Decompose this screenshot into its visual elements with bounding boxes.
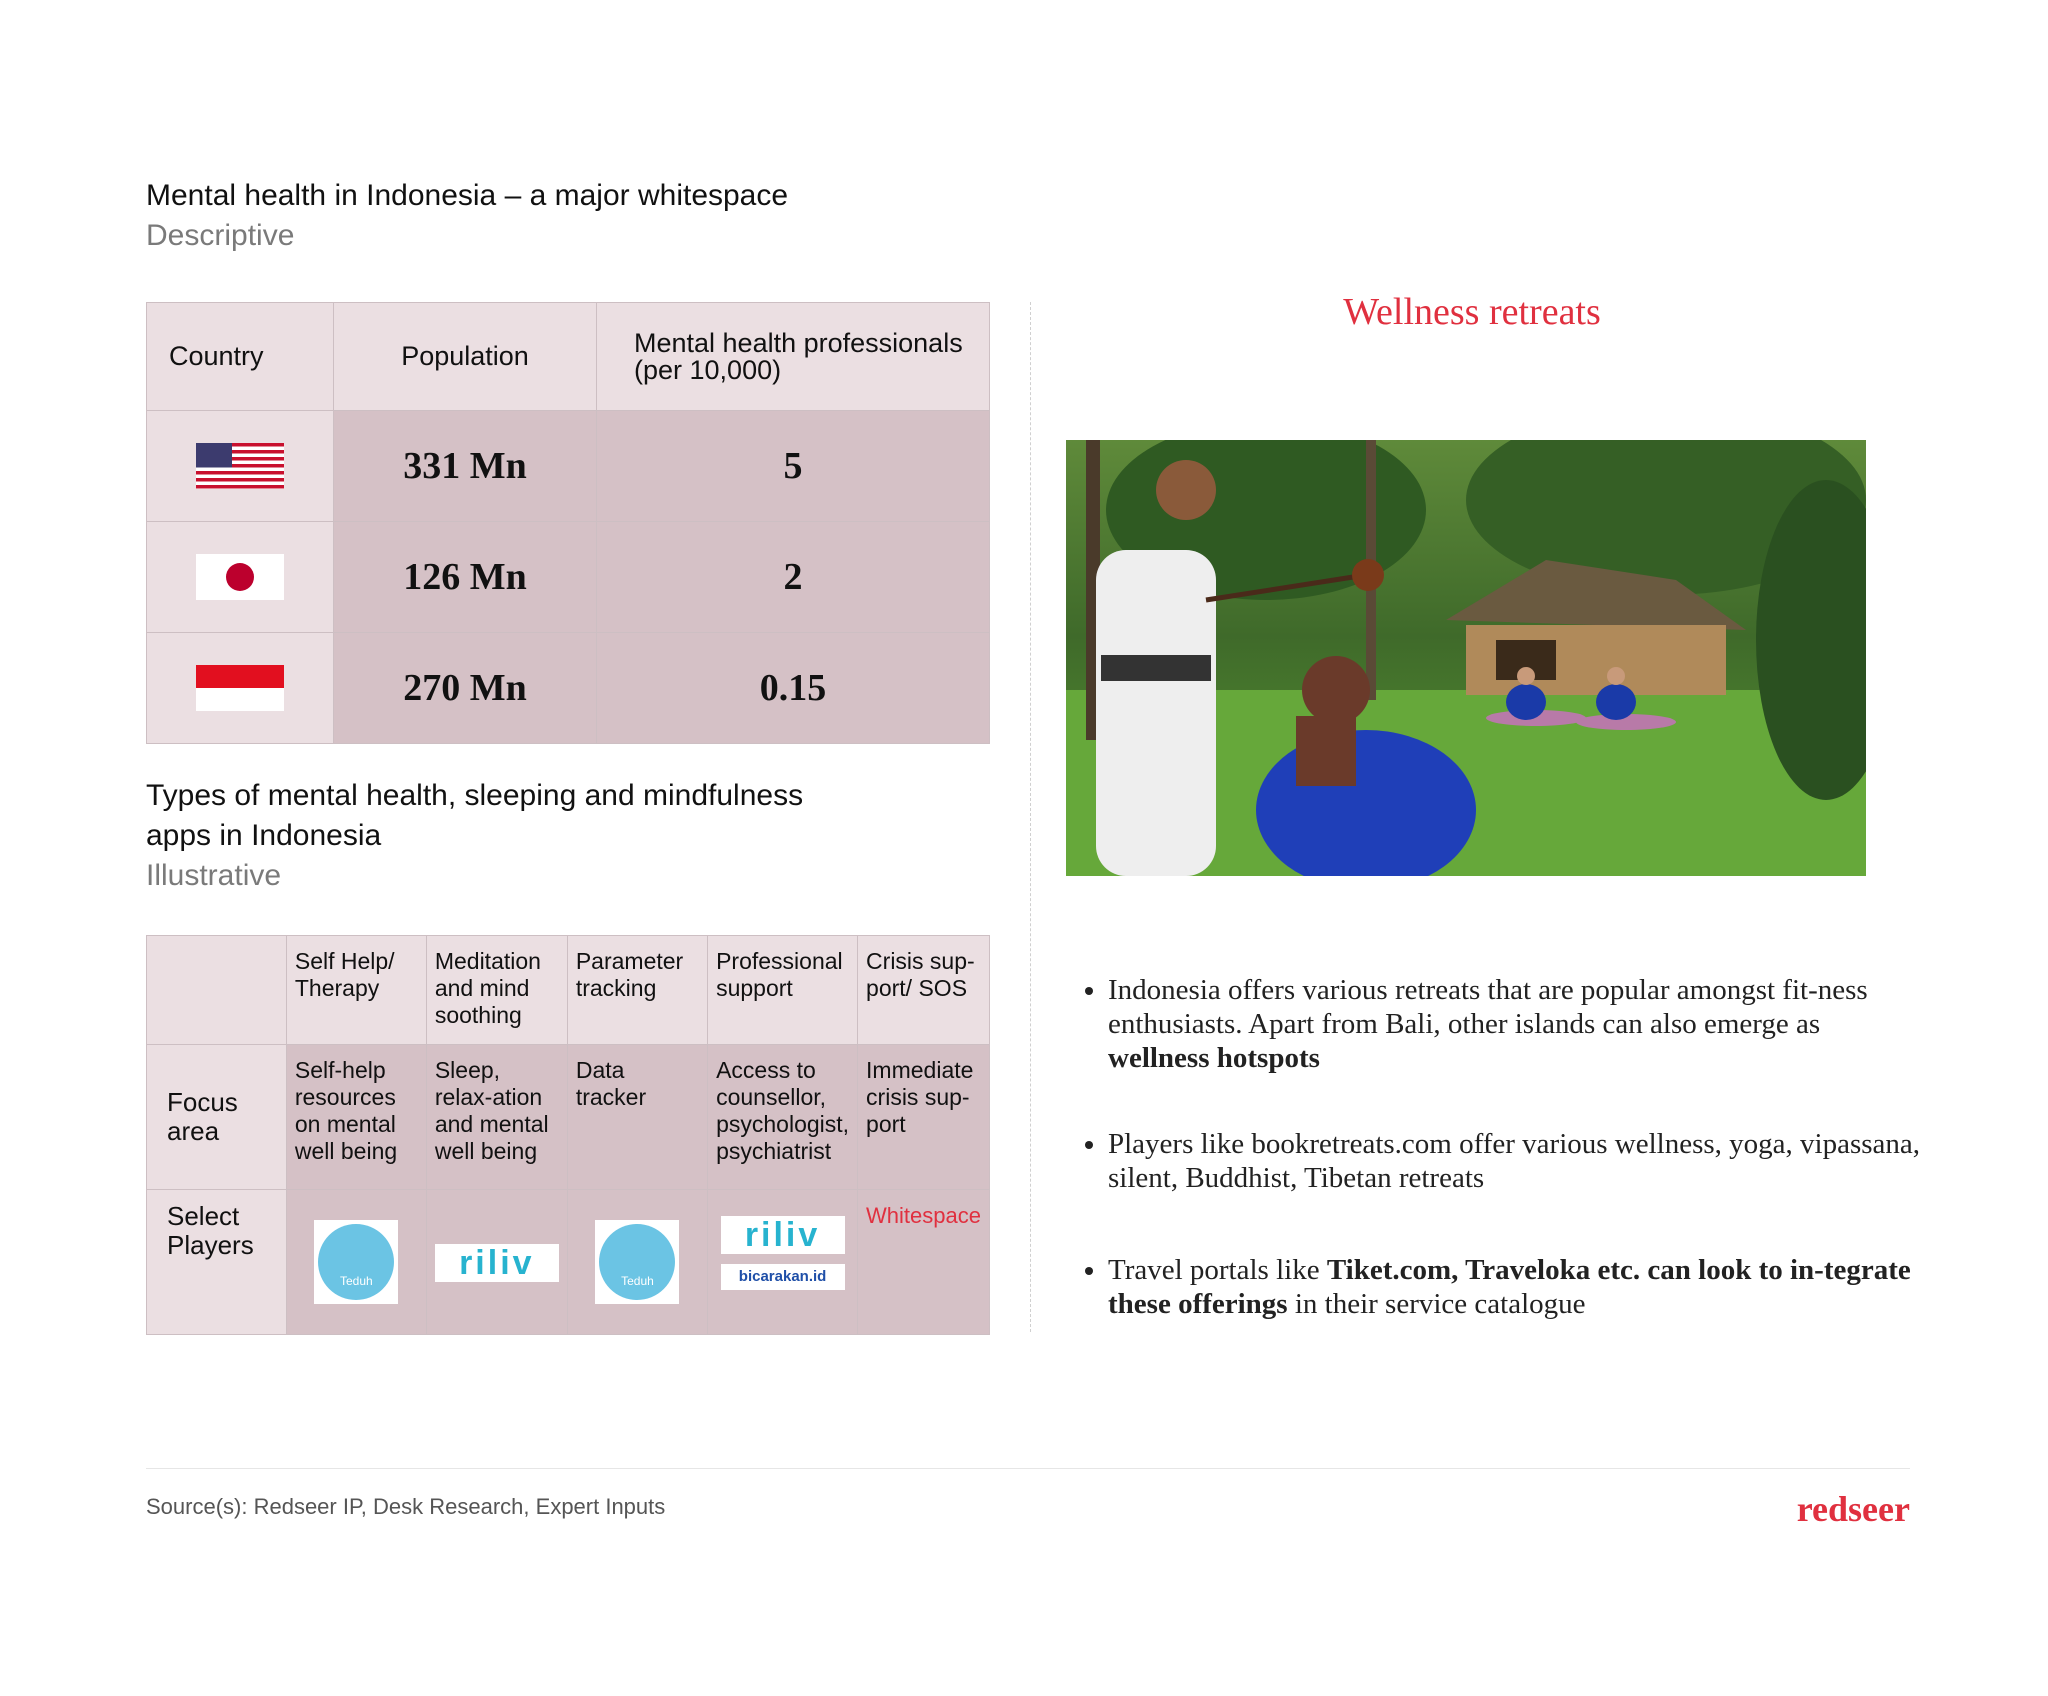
column-header: Self Help/ Therapy [286, 936, 426, 1045]
flag-cell [147, 633, 334, 744]
column-header-professionals: Mental health professionals (per 10,000) [597, 303, 990, 411]
us-flag-icon [196, 443, 284, 489]
bullet-text: Players like bookretreats.com offer various wellness, yoga, vipassana, silent, Buddhist, Tibetan retreats [1108, 1128, 1921, 1194]
professionals-value: 0.15 [597, 633, 990, 744]
wellness-bullet-list [1072, 973, 1928, 1373]
table-row [147, 411, 990, 522]
focus-cell: Sleep, relax-ation and mental well being [426, 1045, 567, 1190]
bullet-text: Indonesia offers various retreats that are popular amongst fit-ness enthusiasts. Apart from Bali, other islands can also emerge as [1108, 974, 1868, 1040]
bullet-item [1108, 1253, 1928, 1321]
player-cell [426, 1190, 567, 1335]
teduh-logo [314, 1220, 398, 1304]
redseer-logo: redseer [1796, 1489, 1910, 1529]
wellness-title: Wellness retreats [1343, 291, 1601, 333]
flag-cell [147, 411, 334, 522]
row-label-select-players: Select Players [147, 1190, 287, 1335]
footer-source: Source(s): Redseer IP, Desk Research, Expert Inputs [146, 1494, 666, 1519]
table-row [147, 633, 990, 744]
japan-flag-icon [196, 554, 284, 600]
table-row [147, 1190, 990, 1335]
professionals-value: 5 [597, 411, 990, 522]
player-cell [286, 1190, 426, 1335]
population-value: 126 Mn [334, 522, 597, 633]
apps-section-subtitle: Illustrative [146, 859, 282, 892]
apps-section-title-line2: apps in Indonesia [146, 819, 382, 852]
focus-cell: Immediate crisis sup-port [858, 1045, 990, 1190]
column-header: Crisis sup-port/ SOS [858, 936, 990, 1045]
focus-cell: Self-help resources on mental well being [286, 1045, 426, 1190]
empty-header-cell [147, 936, 287, 1045]
bullet-item [1108, 1127, 1928, 1195]
bullet-bold-text: Tiket.com, Traveloka etc. can look to in-tegrate these offerings [1108, 1254, 1911, 1320]
apps-table [146, 935, 990, 1335]
flag-cell [147, 522, 334, 633]
column-header-population: Population [334, 303, 597, 411]
table-row [147, 522, 990, 633]
bullet-text: in their service catalogue [1287, 1288, 1586, 1320]
riliv-logo: riliv [435, 1244, 559, 1282]
teduh-logo [595, 1220, 679, 1304]
table-header-row [147, 936, 990, 1045]
bullet-item [1108, 973, 1928, 1075]
column-header: Parameter tracking [567, 936, 707, 1045]
whitespace-cell: Whitespace [858, 1190, 990, 1335]
player-cell [708, 1190, 858, 1335]
vertical-divider [1030, 302, 1031, 1332]
table-row [147, 1045, 990, 1190]
wellness-retreat-photo [1066, 440, 1866, 876]
focus-cell: Access to counsellor, psychologist, psychiatrist [708, 1045, 858, 1190]
teduh-logo-text: Teduh [621, 1274, 654, 1288]
population-table [146, 302, 990, 744]
player-cell [567, 1190, 707, 1335]
table-header-row [147, 303, 990, 411]
apps-section-title-line1: Types of mental health, sleeping and mindfulness [146, 779, 804, 812]
page-subtitle: Descriptive [146, 219, 295, 252]
row-label-focus-area: Focus area [147, 1045, 287, 1190]
teduh-logo-text: Teduh [339, 1274, 373, 1288]
focus-cell: Data tracker [567, 1045, 707, 1190]
column-header: Professional support [708, 936, 858, 1045]
column-header-country: Country [147, 303, 334, 411]
bullet-bold-text: wellness hotspots [1108, 1042, 1320, 1074]
column-header: Meditation and mind soothing [426, 936, 567, 1045]
professionals-value: 2 [597, 522, 990, 633]
footer-divider [146, 1468, 1910, 1469]
population-value: 270 Mn [334, 633, 597, 744]
riliv-logo: riliv [721, 1216, 845, 1254]
indonesia-flag-icon [196, 665, 284, 711]
population-value: 331 Mn [334, 411, 597, 522]
bicarakan-logo: bicarakan.id [721, 1264, 845, 1290]
bullet-text: Travel portals like [1108, 1254, 1327, 1286]
page-title: Mental health in Indonesia – a major whitespace [146, 179, 789, 212]
